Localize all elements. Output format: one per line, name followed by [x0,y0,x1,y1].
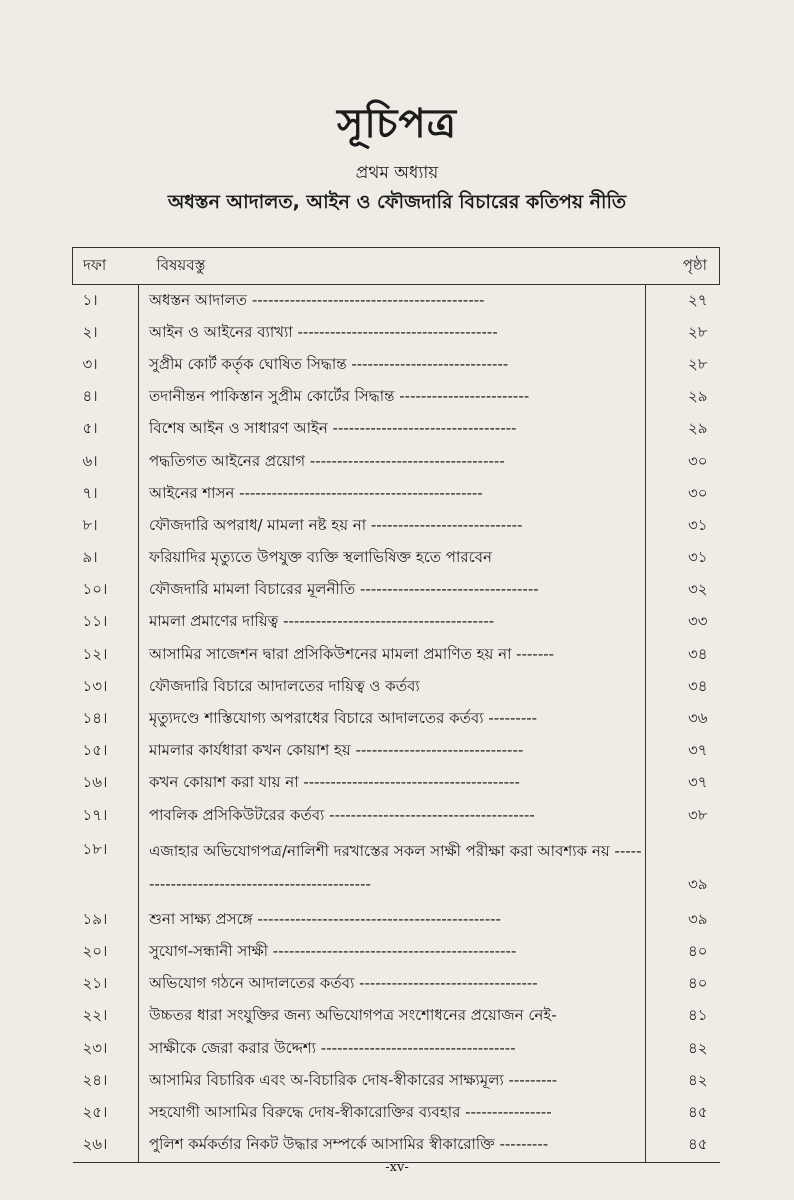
page-reference: ৩৭ [646,736,720,768]
table-row [73,446,720,478]
section-number: ৭। [73,478,139,510]
page-reference: ৩৭ [646,768,720,800]
table-row [73,639,720,671]
entry-title: কখন কোয়াশ করা যায় না ---------------------------------------- [149,773,520,792]
table-row [73,671,720,703]
page-reference: ৩২ [646,575,720,607]
page-reference: ৩৬ [646,703,720,735]
section-number: ২০। [73,936,139,968]
table-row [73,382,720,414]
table-row [73,1001,720,1033]
table-row [73,1097,720,1129]
entry-title: আসামির বিচারিক এবং অ-বিচারিক দোষ-স্বীকারের সাক্ষ্যমূল্য --------- [149,1070,558,1089]
entry-title: সুপ্রীম কোর্ট কর্তৃক ঘোষিত সিদ্ধান্ত ----------------------------- [149,354,509,373]
entry-title: বিশেষ আইন ও সাধারণ আইন ---------------------------------- [149,419,517,438]
entry-title: ফৌজদারি অপরাধ/ মামলা নষ্ট হয় না ---------------------------- [149,515,523,534]
page-reference: ৩৪ [646,671,720,703]
entry-title: মামলার কার্যধারা কখন কোয়াশ হয় ------------------------------- [149,741,524,760]
page-reference: ২৯ [646,414,720,446]
table-row [73,575,720,607]
entry-title: অভিযোগ গঠনে আদালতের কর্তব্য --------------------------------- [149,974,538,993]
table-row [73,478,720,510]
entry-title: অধস্তন আদালত ------------------------------------------- [149,290,485,309]
table-row [73,800,720,832]
page-reference: ৪২ [646,1065,720,1097]
table-row [73,936,720,968]
page-number: -xv- [385,1160,409,1175]
chapter-heading: প্রথম অধ্যায় [355,163,439,183]
page-reference: ৪৫ [646,1097,720,1129]
page-reference: ৪০ [646,969,720,1001]
section-number: ২। [73,317,139,349]
table-row [73,607,720,639]
table-row [73,832,720,904]
entry-title: ফৌজদারি মামলা বিচারের মূলনীতি --------------------------------- [149,580,539,599]
entry-title: আসামির সাজেশন দ্বারা প্রসিকিউশনের মামলা প্রমাণিত হয় না ------- [149,644,555,663]
table-header-row [73,248,720,285]
section-number: ১। [73,285,139,318]
topic-header: বিষয়বস্তু [139,248,646,285]
section-number: ২১। [73,969,139,1001]
page-header: পৃষ্ঠা [646,248,720,285]
section-number: ৯। [73,543,139,575]
table-row [73,768,720,800]
section-number: ১৮। [73,832,139,904]
section-number: ৪। [73,382,139,414]
table-row [73,1065,720,1097]
section-number: ৬। [73,446,139,478]
section-number: ২৩। [73,1033,139,1065]
section-number: ১৫। [73,736,139,768]
table-row [73,703,720,735]
entry-title: ফৌজদারি বিচারে আদালতের দায়িত্ব ও কর্তব্য [149,676,420,695]
entry-title: সুযোগ-সন্ধানী সাক্ষী --------------------------------------------- [149,941,517,960]
contents-table [72,247,720,1163]
page-reference: ৪০ [646,936,720,968]
page-reference: ২৮ [646,349,720,381]
entry-title: পুলিশ কর্মকর্তার নিকট উদ্ধার সম্পর্কে আসামির স্বীকারোক্তি --------- [139,1130,646,1163]
entry-title: ফরিয়াদির মৃত্যুতে উপযুক্ত ব্যক্তি স্থলাভিষিক্ত হতে পারবেন [149,548,492,567]
table-row [73,904,720,936]
entry-title: সহযোগী আসামির বিরুদ্ধে দোষ-স্বীকারোক্তির ব্যবহার ---------------- [149,1102,552,1121]
entry-title: শুনা সাক্ষ্য প্রসঙ্গে --------------------------------------------- [149,909,501,928]
page-reference: ৩০ [646,478,720,510]
section-number: ১২। [73,639,139,671]
table-row [73,736,720,768]
page-reference: ২৮ [646,317,720,349]
section-number: ১০। [73,575,139,607]
section-number: ১৪। [73,703,139,735]
table-row [73,1130,720,1163]
section-number: ২২। [73,1001,139,1033]
page-reference: ৩১ [646,543,720,575]
page-reference: ৩৪ [646,639,720,671]
table-row [73,510,720,542]
page-reference: ৩১ [646,510,720,542]
table-row [73,285,720,318]
section-number: ২৫। [73,1097,139,1129]
entry-title: উচ্চতর ধারা সংযুক্তির জন্য অভিযোগপত্র সংশোধনের প্রয়োজন নেই- [149,1006,557,1025]
section-number: ১১। [73,607,139,639]
section-number: ১৬। [73,768,139,800]
entry-title: আইন ও আইনের ব্যাখ্যা ------------------------------------- [149,322,498,341]
contents-body [73,285,720,1163]
entry-title: এজাহার অভিযোগপত্র/নালিশী দরখাস্তের সকল সাক্ষী পরীক্ষা করা আবশ্যক নয় ---------------------------------------------- [149,842,642,894]
page-reference: ৪৫ [646,1130,720,1163]
section-number: ১৯। [73,904,139,936]
table-row [73,543,720,575]
table-row [73,317,720,349]
entry-title: সাক্ষীকে জেরা করার উদ্দেশ্য ------------------------------------ [149,1038,516,1057]
entry-title: তদানীন্তন পাকিস্তান সুপ্রীম কোর্টের সিদ্ধান্ত ------------------------ [149,387,530,406]
table-row [73,349,720,381]
entry-title: পদ্ধতিগত আইনের প্রয়োগ ------------------------------------ [149,451,505,470]
page-reference: ৪২ [646,1033,720,1065]
chapter-subtitle: অধস্তন আদালত, আইন ও ফৌজদারি বিচারের কতিপয় নীতি [167,191,627,213]
page-title: সূচিপত্র [337,100,457,147]
entry-title: মামলা প্রমাণের দায়িত্ব --------------------------------------- [149,612,495,631]
page-reference: ৪১ [646,1001,720,1033]
page-reference: ২৯ [646,382,720,414]
section-number: ২৪। [73,1065,139,1097]
table-row [73,1033,720,1065]
entry-title: আইনের শাসন --------------------------------------------- [149,483,483,502]
page-reference: ৩০ [646,446,720,478]
section-number: ৮। [73,510,139,542]
page-reference: ৩৮ [646,800,720,832]
page-reference: ৩৯ [646,904,720,936]
page-reference: ৩৯ [646,832,720,904]
page-reference: ৩৩ [646,607,720,639]
section-header: দফা [73,248,139,285]
page-reference: ২৭ [646,285,720,318]
entry-title: মৃত্যুদণ্ডে শাস্তিযোগ্য অপরাধের বিচারে আদালতের কর্তব্য --------- [149,709,538,728]
section-number: ৩। [73,349,139,381]
entry-title: পাবলিক প্রসিকিউটরের কর্তব্য -------------------------------------- [149,805,535,824]
section-number: ৫। [73,414,139,446]
table-row [73,414,720,446]
section-number: ২৬। [73,1130,139,1163]
section-number: ১৩। [73,671,139,703]
table-row [73,969,720,1001]
section-number: ১৭। [73,800,139,832]
